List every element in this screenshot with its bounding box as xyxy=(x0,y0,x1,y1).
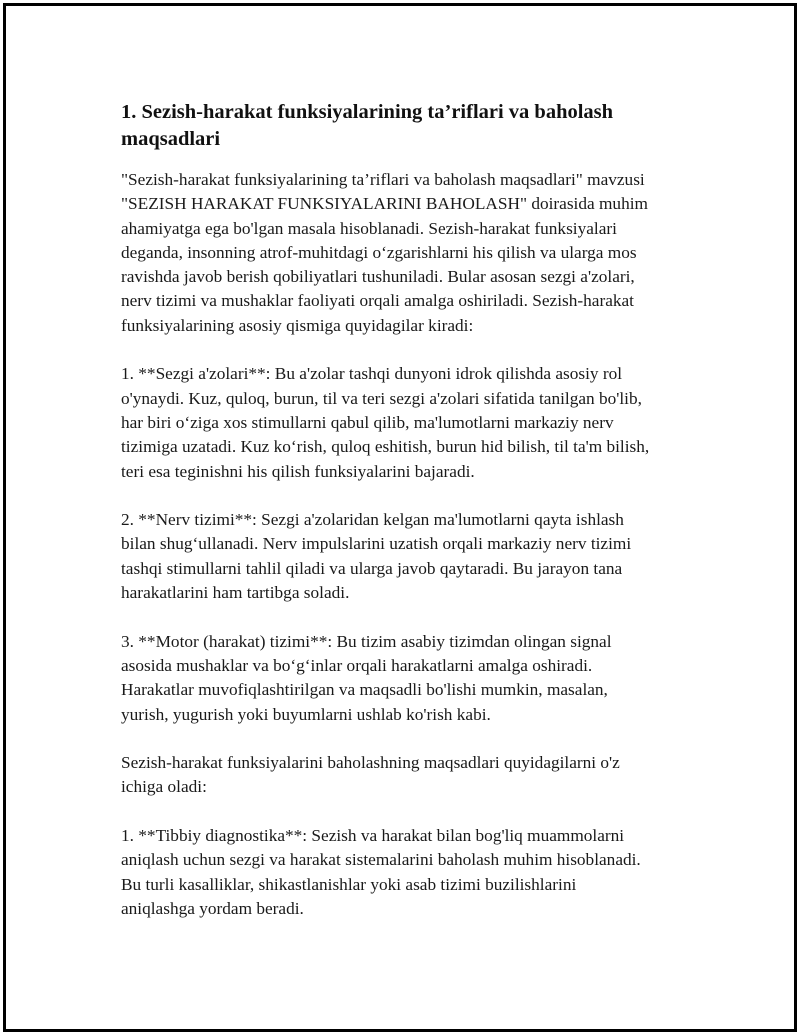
nervous-system-paragraph: 2. **Nerv tizimi**: Sezgi a'zolaridan kelgan ma'lumotlarni qayta ishlash bilan shug‘ullanadi. Nerv impulslarini uzatish orqali markaziy nerv tizimi tashqi stimullarni tahlil qiladi va ularga javob qaytaradi. Bu jarayon tana harakatlarini ham tartibga soladi. xyxy=(121,510,632,603)
document-body xyxy=(121,99,701,946)
motor-system-paragraph: 3. **Motor (harakat) tizimi**: Bu tizim asabiy tizimdan olingan signal asosida mushaklar va bo‘g‘inlar orqali harakatlarni amalga oshiradi. Harakatlar muvofiqlashtirilgan va maqsadli bo'lishi mumkin, masalan, yurish, yugurish yoki buyumlarni ushlab ko'rish kabi. xyxy=(121,631,612,724)
sensory-organs-paragraph: 1. **Sezgi a'zolari**: Bu a'zolar tashqi dunyoni idrok qilishda asosiy rol o'ynaydi. Kuz, quloq, burun, til va teri sezgi a'zolari sifatida tanilgan bo'lib, har biri o‘ziga xos stimullarni qabul qilib, ma'lumotlarni markaziy nerv tizimiga uzatadi. Kuz ko‘rish, quloq eshitish, burun hid bilish, til ta'm bilish, teri esa teginishni his qilish funksiyalarini bajaradi. xyxy=(121,364,650,481)
intro-paragraph: "Sezish-harakat funksiyalarining ta’riflari va baholash maqsadlari" mavzusi "SEZISH HARAKAT FUNKSIYALARINI BAHOLASH" doirasida muhim ahamiyatga ega bo'lgan masala hisoblanadi. Sezish-harakat funksiyalari deganda, insonning atrof-muhitdagi o‘zgarishlarni his qilish va ularga mos ravishda javob berish qobiliyatlari tushuniladi. Bular asosan sezgi a'zolari, nerv tizimi va mushaklar faoliyati orqali amalga oshiriladi. Sezish-harakat funksiyalarining asosiy qismiga quyidagilar kiradi: xyxy=(121,170,648,335)
assessment-goals-paragraph: Sezish-harakat funksiyalarini baholashning maqsadlari quyidagilarni o'z ichiga oladi: xyxy=(121,753,620,797)
section-heading: 1. Sezish-harakat funksiyalarining ta’riflari va baholash maqsadlari xyxy=(121,101,614,150)
page-frame xyxy=(3,3,797,1032)
medical-diagnostics-paragraph: 1. **Tibbiy diagnostika**: Sezish va harakat bilan bog'liq muammolarni aniqlash uchun sezgi va harakat sistemalarini baholash muhim hisoblanadi. Bu turli kasalliklar, shikastlanishlar yoki asab tizimi buzilishlarini aniqlashga yordam beradi. xyxy=(121,826,641,918)
